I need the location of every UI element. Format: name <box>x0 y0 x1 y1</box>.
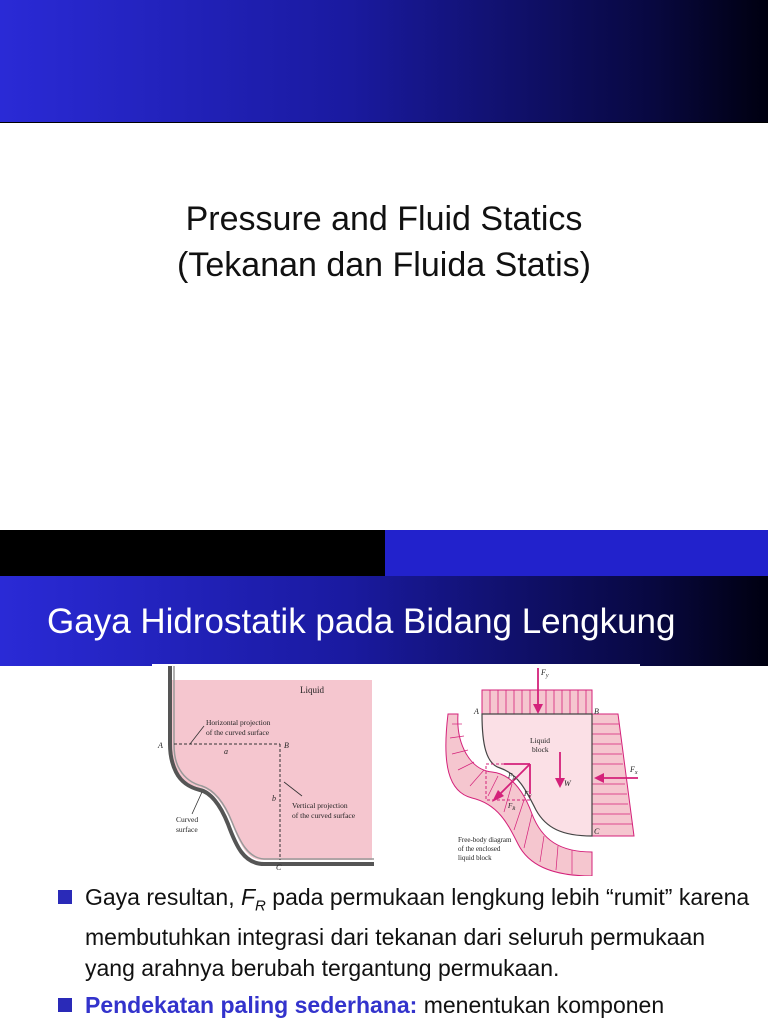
label-right-point-a: A <box>474 707 479 716</box>
label-curved: Curved <box>176 815 199 824</box>
label-caption-2: of the enclosed <box>458 845 501 853</box>
slide1-title-line1: Pressure and Fluid Statics <box>185 200 583 238</box>
bullet2-highlight: Pendekatan paling sederhana: <box>85 991 418 1018</box>
label-fr: $F_R$ <box>508 802 516 812</box>
label-fx: $F_x$ <box>630 765 638 776</box>
label-vertical-projection: Vertical projection <box>292 801 348 810</box>
label-horizontal-projection-2: of the curved surface <box>206 728 270 737</box>
curved-surface-figure <box>152 664 640 876</box>
curved-surface-diagram <box>152 664 640 876</box>
bullet-square-icon <box>58 890 72 904</box>
label-right-point-c: C <box>594 827 600 836</box>
label-block: block <box>532 745 549 754</box>
label-fy: $F_y$ <box>541 668 549 679</box>
label-caption-3: liquid block <box>458 854 492 862</box>
bullet2-text: menentukan komponen <box>423 991 665 1018</box>
slide-separator-black <box>0 530 385 576</box>
label-vertical-projection-2: of the curved surface <box>292 811 356 820</box>
bullet-list <box>58 882 758 1021</box>
bullet1-text-b: pada permukaan lengkung lebih “rumit” karena membutuhkan integrasi dari tekanan dari seluruh permukaan yang arahnya berubah tergantung permukaan. <box>85 884 750 981</box>
slide1-header-band <box>0 0 768 123</box>
label-weight: W <box>564 779 571 788</box>
label-point-c: C <box>276 863 282 872</box>
bullet1-text-a: Gaya resultan, <box>85 884 235 910</box>
label-length-b: b <box>272 794 276 803</box>
label-surface: surface <box>176 825 198 834</box>
label-right-point-b: B <box>594 707 599 716</box>
label-fh: $F_H$ <box>508 772 516 782</box>
slide2-title: Gaya Hidrostatik pada Bidang Lengkung <box>47 602 676 641</box>
label-liquid-block: Liquid <box>530 736 550 745</box>
bullet-item-1 <box>58 882 758 984</box>
label-caption-1: Free-body diagram <box>458 836 512 844</box>
label-point-b: B <box>284 741 289 750</box>
label-length-a: a <box>224 747 228 756</box>
label-fv: $F_V$ <box>524 790 532 800</box>
label-liquid: Liquid <box>300 685 324 695</box>
label-horizontal-projection: Horizontal projection <box>206 718 271 727</box>
bullet-item-2 <box>58 990 758 1021</box>
bullet-square-icon <box>58 998 72 1012</box>
slide-separator-blue <box>385 530 768 576</box>
slide1-title <box>0 196 768 288</box>
label-point-a: A <box>158 741 163 750</box>
slide1-title-line2: (Tekanan dan Fluida Statis) <box>177 246 591 284</box>
bullet1-fr: $F_R$ <box>240 884 266 915</box>
